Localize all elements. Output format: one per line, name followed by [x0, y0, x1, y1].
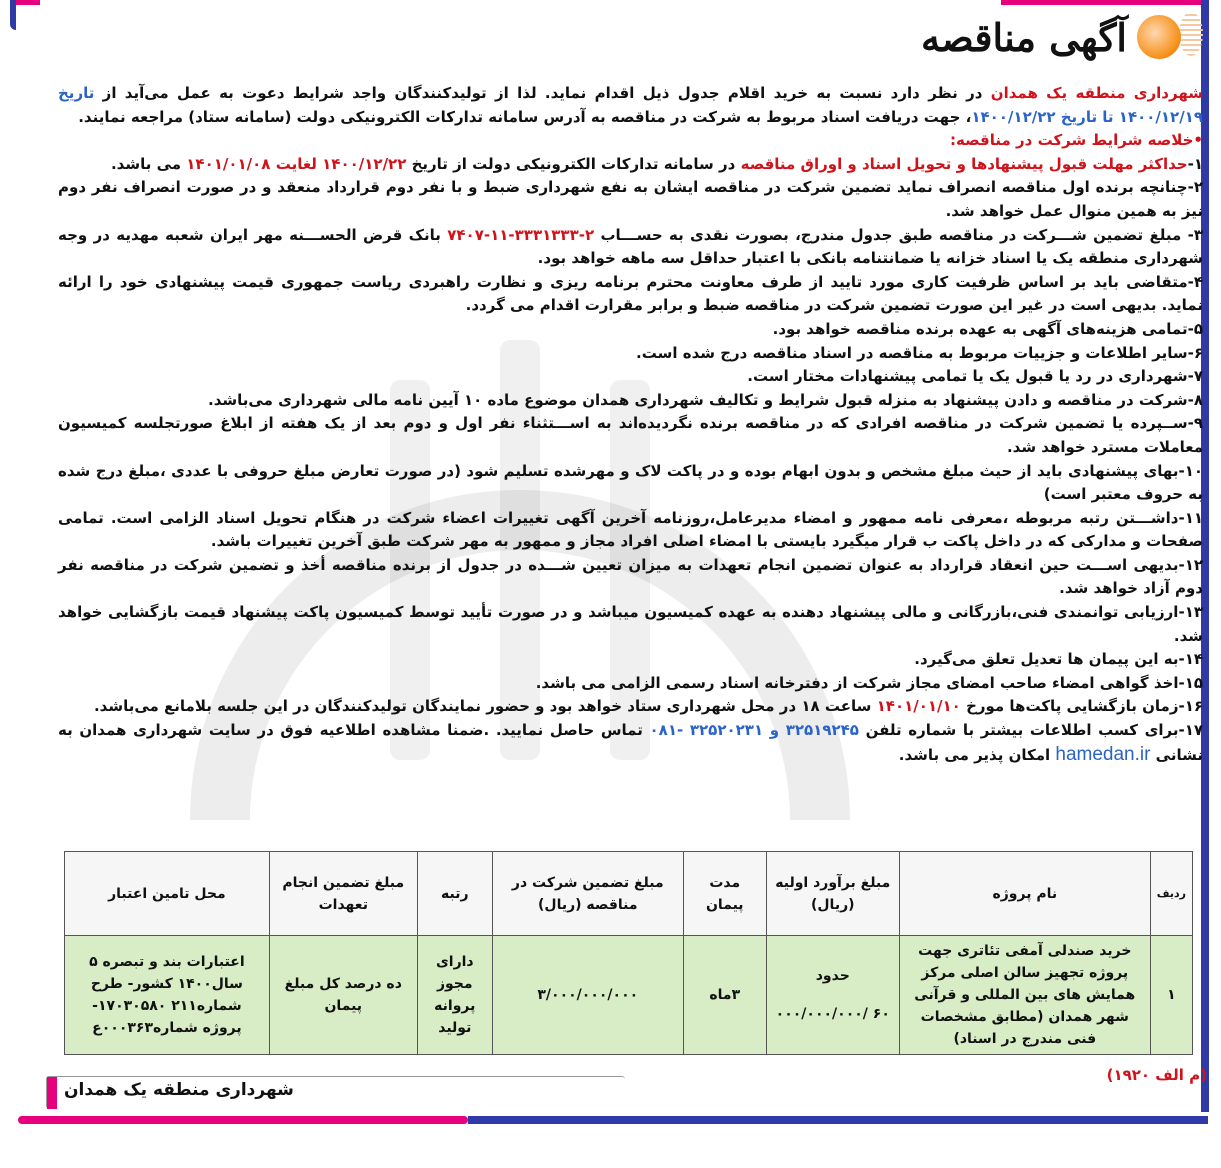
cell-rank: دارای مجوز پروانه تولید	[417, 936, 492, 1055]
notice-body	[58, 82, 1203, 767]
col-header-row-number: ردیف	[1150, 852, 1192, 936]
intro-paragraph	[58, 82, 1203, 129]
footer-signature: شهرداری منطقه یک همدان	[64, 1080, 294, 1100]
item-1-dates: ۱۴۰۰/۱۲/۲۲ لغایت ۱۴۰۱/۰۱/۰۸	[186, 154, 407, 173]
item-7: ۷-شهرداری در رد یا قبول یک یا تمامی پیشنهادات مختار است.	[747, 367, 1203, 386]
item-3-text-a: ۳- مبلغ تضمین شـــرکت در مناقصه طبق جدول مندرج، بصورت نقدی به حســـاب	[594, 225, 1203, 244]
item-1-text: در سامانه تدارکات الکترونیکی دولت از تاریخ	[406, 154, 741, 173]
item-1-end: می باشد.	[110, 154, 187, 173]
item-16-text-c: ساعت ۱۸ در محل شهرداری ستاد خواهد بود و حضور نمایندگان تولیدکنندگان در این جلسه بلامانع می‌باشد.	[93, 697, 877, 716]
item-5: ۵-تمامی هزینه‌های آگهی به عهده برنده مناقصه خواهد بود.	[772, 319, 1203, 338]
item-15: ۱۵-اخذ گواهی امضاء صاحب امضای مجاز شرکت از دفترخانه اسناد رسمی الزامی می باشد.	[535, 673, 1203, 692]
header-stripes-decoration	[1179, 12, 1203, 56]
frame-left-corner	[10, 0, 16, 30]
tender-table	[64, 851, 1193, 1055]
item-4: ۴-متقاضی باید بر اساس ظرفیت کاری مورد تایید از طرف معاونت محترم برنامه ریزی و نظارت راهبردی ریاست جمهوری قیمت پیشنهادی خود را ارائه نماید. بدیهی است در غیر این صورت تضمین شرکت در مناقصه ضبط و برابر مقرارت اقدام می گردد.	[58, 272, 1203, 315]
col-header-performance: مبلغ تضمین انجام تعهدات	[269, 852, 417, 936]
summary-title: •خلاصه شرایط شرکت در مناقصه:	[950, 131, 1203, 150]
item-16-text-a: ۱۶-زمان بازگشایی پاکت‌ها مورخ	[960, 697, 1203, 716]
cell-duration: ۳ماه	[683, 936, 766, 1055]
item-8: ۸-شرکت در مناقصه و دادن پیشنهاد به منزله قبول شرایط و تکالیف شهرداری همدان موضوع ماده ۱۰ آیین نامه مالی شهرداری می‌باشد.	[208, 390, 1203, 409]
item-16	[58, 695, 1203, 719]
intro-text-1: در نظر دارد نسبت به خرید اقلام جدول ذیل اقدام نماید. لذا از تولیدکنندگان واجد شرایط دعوت به عمل می‌آید از	[94, 84, 991, 102]
item-17-text-a: ۱۷-برای کسب اطلاعات بیشتر با شماره تلفن	[858, 721, 1204, 740]
item-9: ۹-ســپرده یا تضمین شرکت در مناقصه افرادی که در مناقصه برنده نگردیده‌اند به اســـتثناء نفر اول و دوم بعد از یک هفته از ابلاغ صورتجلسه کمیسیون معاملات مسترد خواهد شد.	[58, 414, 1203, 456]
col-header-duration: مدت پیمان	[683, 852, 766, 936]
orange-circle-icon	[1137, 15, 1181, 59]
bottom-navy-bar	[468, 1116, 1208, 1124]
item-6: ۶-سایر اطلاعات و جزییات مربوط به مناقصه در اسناد مناقصه درج شده است.	[636, 343, 1203, 362]
col-header-estimate: مبلغ برآورد اولیه (ریال)	[766, 852, 899, 936]
item-3	[58, 224, 1203, 271]
cell-project: خرید صندلی آمفی تئاتری جهت پروژه تجهیز سالن اصلی مرکز همایش های بین المللی و قرآنی شهر همدان (مطابق مشخصات فنی مندرج در اسناد)	[899, 936, 1150, 1055]
col-header-project: نام پروژه	[899, 852, 1150, 936]
intro-text-2: ، جهت دریافت اسناد مربوط به شرکت در مناقصه به آدرس سامانه تدارکات الکترونیکی دولت (سامانه ستاد) مراجعه نمایند.	[78, 107, 972, 126]
item-17-text-d: امکان پذیر می باشد.	[898, 745, 1056, 764]
item-13: ۱۳-ارزیابی توانمندی فنی،بازرگانی و مالی پیشنهاد دهنده به عهده کمیسیون میباشد و در صورت تأیید توسط کمیسیون پاکت پیشنهاد قیمت بازگشایی خواهد شد.	[58, 603, 1203, 645]
frame-top-accent	[1001, 0, 1201, 5]
item-1-num: ۱-	[1187, 154, 1203, 173]
item-12: ۱۲-بدیهی اســـت حین انعقاد قرارداد به عنوان تضمین انجام تعهدات به میزان تعیین شـــده در جدول از برنده مناقصه أخذ و تضمین شرکت در مناقصه نفر دوم آزاد خواهد شد.	[58, 555, 1203, 598]
footer-accent-bar	[47, 1077, 57, 1109]
cell-funding: اعتبارات بند و تبصره ۵ سال۱۴۰۰ کشور- طرح شماره۲۱۱ ۱۷۰۳۰۵۸۰- پروژه شماره۰۰۰۳۶۳ع	[65, 936, 270, 1055]
item-3-text-c: بانک قرض الحســـنه مهر ایران شعبه مهدیه در وجه شهرداری منطقه یک یا اسناد خزانه یا ضمانتنامه بانکی با اعتبار حداقل سه ماهه خواهد بود.	[58, 225, 1203, 268]
account-number: ۲-۳۳۳۱۳۳۳-۱۱-۷۴۰۷	[447, 225, 595, 244]
website-link[interactable]: hamedan.ir	[1055, 743, 1151, 765]
cell-estimate	[766, 936, 899, 1055]
item-1-highlight: حداکثر مهلت قبول پیشنهادها و تحویل اسناد و اوراق مناقصه	[740, 154, 1188, 173]
col-header-rank: رتبه	[417, 852, 492, 936]
cell-guarantee: ۳/۰۰۰/۰۰۰/۰۰۰	[492, 936, 683, 1055]
item-17	[58, 719, 1203, 767]
reference-code: (م الف ۱۹۲۰)	[1106, 1066, 1207, 1084]
cell-estimate-label: حدود	[815, 968, 850, 984]
cell-row-number: ۱	[1150, 936, 1192, 1055]
col-header-guarantee: مبلغ تضمین شرکت در مناقصه (ریال)	[492, 852, 683, 936]
col-header-funding: محل تامین اعتبار	[65, 852, 270, 936]
item-17-text-c: تماس حاصل نمایید. .ضمنا مشاهده اطلاعیه فوق در سایت شهرداری همدان به نشانی	[58, 721, 1203, 764]
item-1	[58, 153, 1203, 177]
item-11: ۱۱-داشـــتن رتبه مربوطه ،معرفی نامه ممهور و امضاء مدیرعامل،روزنامه آخرین آگهی تغییرات اعضاء شرکت در هنگام تحویل اسناد الزامی است. تمامی صفحات و مدارکی که در داخل پاکت ب قرار میگیرد بایستی با امضاء اصلی افراد مجاز و ممهور به مهر شرکت طبق آخرین تغییرات باشد.	[58, 508, 1203, 551]
cell-performance: ده درصد کل مبلغ پیمان	[269, 936, 417, 1055]
item-10: ۱۰-بهای پیشنهادی باید از حیث مبلغ مشخص و بدون ابهام بوده و در پاکت لاک و مهرشده تسلیم شود (در صورت تعارض مبلغ حروفی با عددی ،مبلغ درج شده به حروف معتبر است)	[58, 461, 1203, 504]
cell-estimate-value: ۶۰ /۰۰۰/۰۰۰/۰۰۰	[775, 1006, 890, 1022]
table-row	[65, 936, 1193, 1055]
opening-date: ۱۴۰۱/۰۱/۱۰	[876, 697, 961, 716]
item-2: ۲-چنانچه برنده اول مناقصه انصراف نماید تضمین شرکت در مناقصه ایشان به نفع شهرداری ضبط و با نفر دوم قرارداد منعقد و در صورت انصراف نفر دوم نیز به همین منوال عمل خواهد شد.	[58, 178, 1203, 220]
page-header	[921, 8, 1181, 66]
page-title: آگهی مناقصه	[921, 14, 1127, 60]
org-name: شهرداری منطقه یک همدان	[990, 84, 1203, 102]
phone-numbers: ۳۲۵۱۹۲۴۵ و ۳۲۵۲۰۲۳۱ -۰۸۱	[649, 721, 859, 740]
date-range: تاریخ ۱۴۰۰/۱۲/۱۹ تا تاریخ ۱۴۰۰/۱۲/۲۲	[58, 84, 1203, 126]
table-header-row	[65, 852, 1193, 936]
item-14: ۱۴-به این پیمان ها تعدیل تعلق می‌گیرد.	[914, 650, 1203, 669]
bottom-magenta-bar	[18, 1116, 468, 1124]
